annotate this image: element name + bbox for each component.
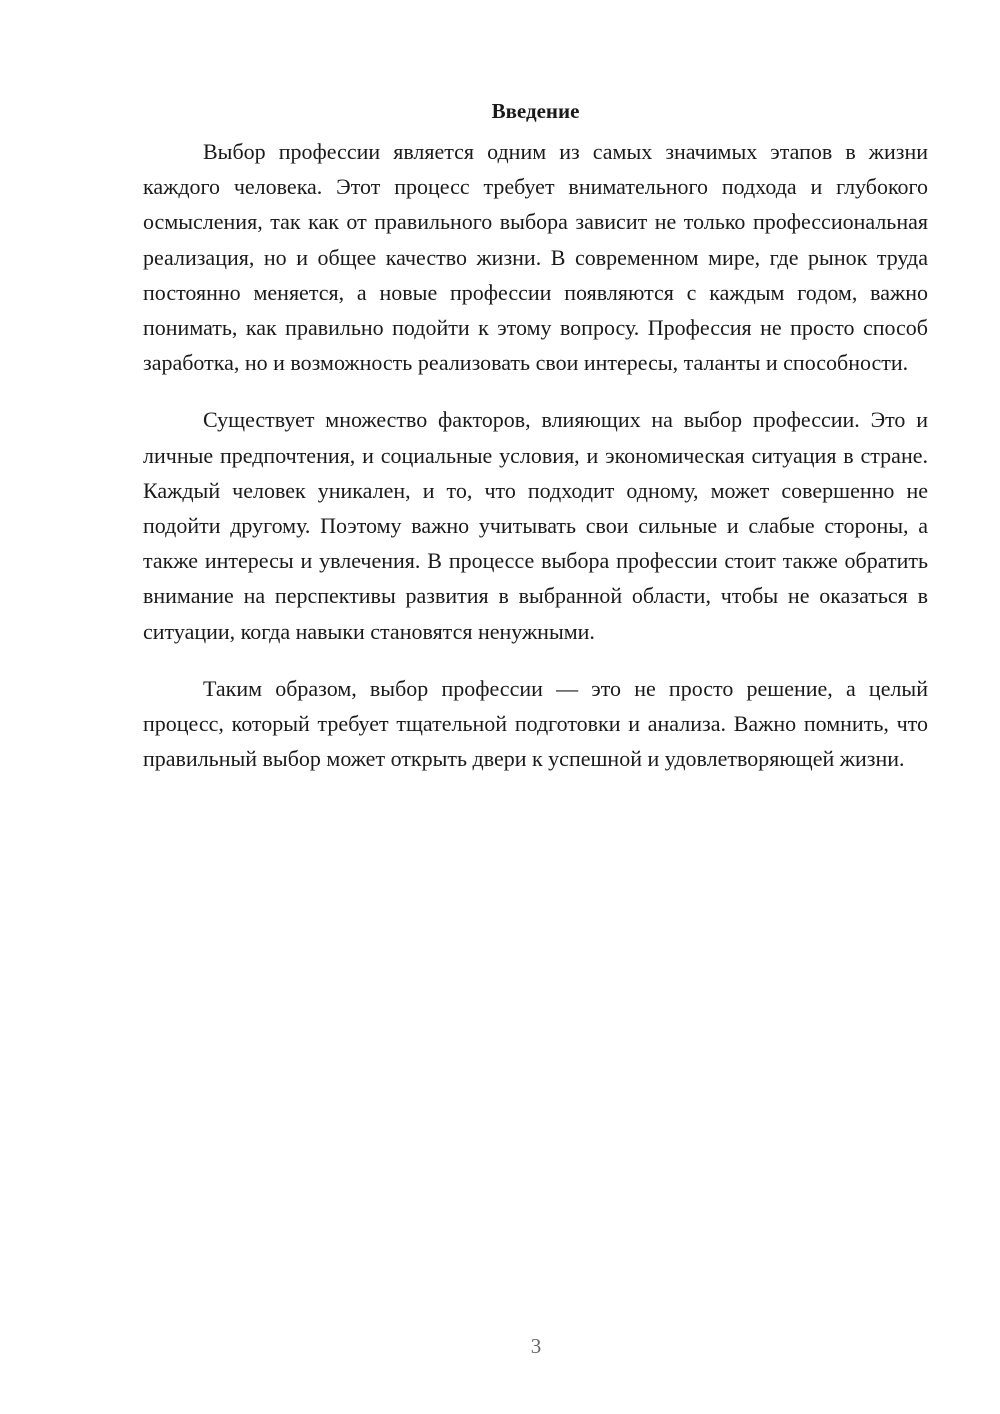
paragraph-2: Существует множество факторов, влияющих на выбор профессии. Это и личные предпочтения, и социальные условия, и экономическая ситуация в стране. Каждый человек уникален, и то, что подходит одному, может совершенно не подойти другому. Поэтому важно учитывать свои сильные и слабые стороны, а также интересы и увлечения. В процессе выбора профессии стоит также обратить внимание на перспективы развития в выбранной области, чтобы не оказаться в ситуации, когда навыки становятся ненужными. [143, 407, 928, 644]
page-content [143, 96, 928, 798]
paragraph-1: Выбор профессии является одним из самых значимых этапов в жизни каждого человека. Этот процесс требует внимательного подхода и глубокого осмысления, так как от правильного выбора зависит не только профессиональная реализация, но и общее качество жизни. В современном мире, где рынок труда постоянно меняется, а новые профессии появляются с каждым годом, важно понимать, как правильно подойти к этому вопросу. Профессия не просто способ заработка, но и возможность реализовать свои интересы, таланты и способности. [143, 139, 928, 376]
paragraph-3: Таким образом, выбор профессии — это не просто решение, а целый процесс, который требует тщательной подготовки и анализа. Важно помнить, что правильный выбор может открыть двери к успешной и удовлетворяющей жизни. [143, 675, 928, 772]
page-number: 3 [530, 1334, 542, 1358]
section-heading: Введение [491, 99, 580, 123]
